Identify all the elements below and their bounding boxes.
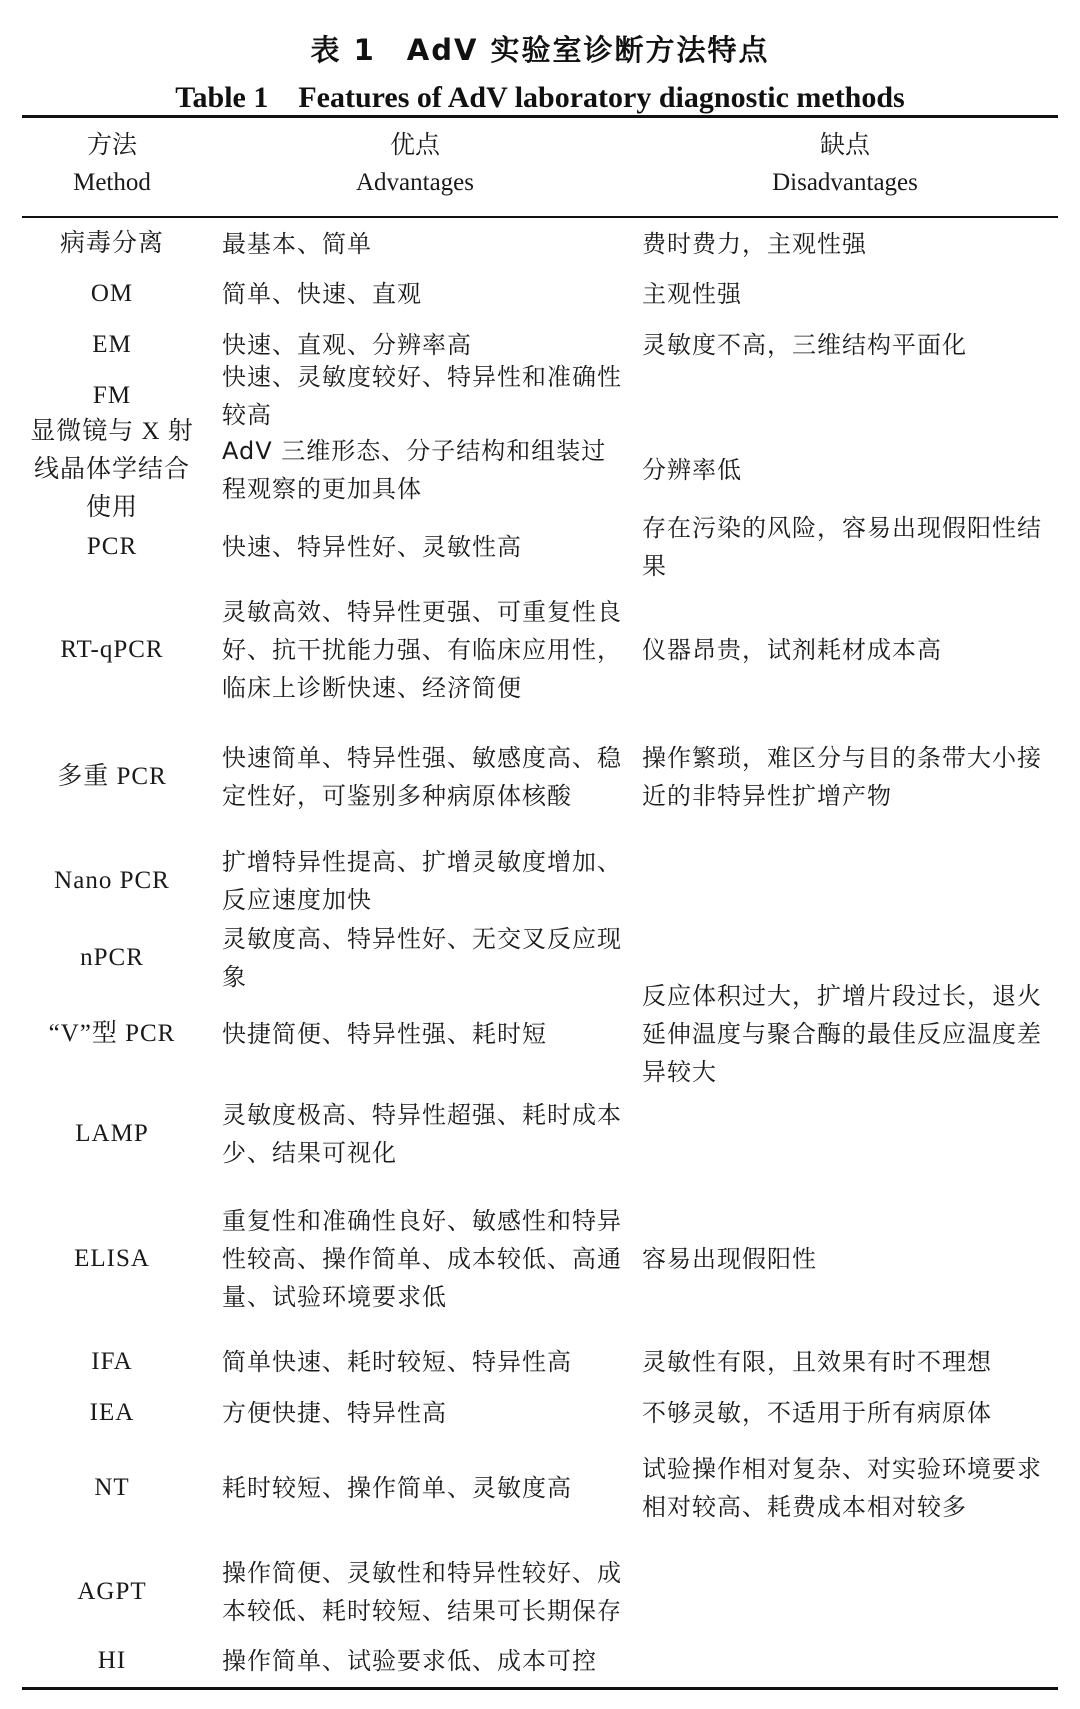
header-disadvantages-cn: 缺点 xyxy=(819,130,870,159)
cell-method: Nano PCR xyxy=(54,867,170,894)
header-disadvantages xyxy=(640,126,1050,202)
table-row xyxy=(22,1094,1058,1174)
cell-method: IEA xyxy=(89,1399,135,1426)
cell-disadvantages: 仪器昂贵，试剂耗材成本高 xyxy=(642,636,942,664)
top-rule xyxy=(22,115,1058,118)
cell-advantages: 简单快速、耗时较短、特异性高 xyxy=(222,1348,572,1376)
cell-method: “V”型 PCR xyxy=(48,1020,176,1047)
cell-disadvantages: 存在污染的风险，容易出现假阳性结果 xyxy=(642,514,1042,580)
cell-advantages: 操作简便、灵敏性和特异性较好、成本较低、耗时较短、结果可长期保存 xyxy=(222,1559,622,1625)
cell-advantages: AdV 三维形态、分子结构和组装过程观察的更加具体 xyxy=(222,437,607,503)
header-advantages xyxy=(215,126,615,202)
header-method-en: Method xyxy=(73,169,151,196)
table-row xyxy=(22,363,1058,429)
cell-advantages: 耗时较短、操作简单、灵敏度高 xyxy=(222,1474,572,1502)
table-row xyxy=(22,222,1058,266)
cell-advantages: 方便快捷、特异性高 xyxy=(222,1399,447,1427)
header-disadvantages-en: Disadvantages xyxy=(772,169,918,196)
cell-advantages: 灵敏度高、特异性好、无交叉反应现象 xyxy=(222,925,622,991)
header-advantages-en: Advantages xyxy=(355,169,475,196)
table-caption-chinese: 表 1 AdV 实验室诊断方法特点 xyxy=(310,33,770,67)
cell-disadvantages: 反应体积过大，扩增片段过长，退火延伸温度与聚合酶的最佳反应温度差异较大 xyxy=(642,982,1042,1086)
cell-advantages: 快捷简便、特异性强、耗时短 xyxy=(222,1020,547,1048)
cell-advantages: 快速、直观、分辨率高 xyxy=(222,331,472,359)
table-row xyxy=(22,1552,1058,1632)
table-row xyxy=(22,1448,1058,1528)
table-row xyxy=(22,925,1058,991)
table-row xyxy=(22,1391,1058,1435)
header-method-cn: 方法 xyxy=(86,130,137,159)
cell-method: LAMP xyxy=(75,1120,149,1147)
header-rule xyxy=(22,216,1058,218)
cell-advantages: 操作简单、试验要求低、成本可控 xyxy=(222,1647,597,1675)
table-row xyxy=(22,841,1058,921)
cell-disadvantages: 分辨率低 xyxy=(642,456,742,484)
cell-advantages: 灵敏高效、特异性更强、可重复性良好、抗干扰能力强、有临床应用性，临床上诊断快速、经济简便 xyxy=(222,598,622,702)
cell-disadvantages: 不够灵敏，不适用于所有病原体 xyxy=(642,1399,992,1427)
cell-method: NT xyxy=(94,1474,130,1501)
table-caption-english: Table 1 Features of AdV laboratory diagnostic methods xyxy=(175,81,905,114)
cell-advantages: 扩增特异性提高、扩增灵敏度增加、反应速度加快 xyxy=(222,848,622,914)
cell-advantages: 重复性和准确性良好、敏感性和特异性较高、操作简单、成本较低、高通量、试验环境要求低 xyxy=(222,1207,622,1311)
cell-method: AGPT xyxy=(77,1578,147,1605)
cell-method: IFA xyxy=(91,1348,133,1375)
table-row xyxy=(22,514,1058,580)
cell-method: EM xyxy=(92,331,132,358)
table-row xyxy=(22,418,1058,521)
cell-method: ELISA xyxy=(74,1245,150,1272)
cell-disadvantages: 费时费力，主观性强 xyxy=(642,230,867,258)
cell-method: OM xyxy=(90,280,134,307)
cell-advantages: 灵敏度极高、特异性超强、耗时成本少、结果可视化 xyxy=(222,1101,622,1167)
cell-advantages: 快速简单、特异性强、敏感度高、稳定性好，可鉴别多种病原体核酸 xyxy=(222,744,622,810)
cell-disadvantages: 操作繁琐，难区分与目的条带大小接近的非特异性扩增产物 xyxy=(642,744,1042,810)
cell-method: HI xyxy=(97,1647,127,1674)
cell-method: nPCR xyxy=(80,944,144,971)
header-method xyxy=(22,126,202,202)
cell-method: FM xyxy=(92,382,132,409)
cell-method: 病毒分离 xyxy=(59,230,164,257)
cell-advantages: 快速、特异性好、灵敏性高 xyxy=(222,533,522,561)
cell-disadvantages: 灵敏度不高，三维结构平面化 xyxy=(642,331,967,359)
table-row xyxy=(22,272,1058,316)
cell-method: PCR xyxy=(86,533,138,560)
cell-advantages: 简单、快速、直观 xyxy=(222,280,422,308)
table-row xyxy=(22,1340,1058,1384)
cell-advantages: 最基本、简单 xyxy=(222,230,372,258)
cell-method: 多重 PCR xyxy=(57,763,167,790)
cell-disadvantages: 试验操作相对复杂、对实验环境要求相对较高、耗费成本相对较多 xyxy=(642,1455,1042,1521)
table-row xyxy=(22,590,1058,710)
cell-disadvantages: 灵敏性有限，且效果有时不理想 xyxy=(642,1348,992,1376)
table-row xyxy=(22,737,1058,817)
cell-disadvantages: 容易出现假阳性 xyxy=(642,1245,817,1273)
cell-disadvantages: 主观性强 xyxy=(642,280,742,308)
header-advantages-cn: 优点 xyxy=(389,130,440,159)
table-row xyxy=(22,1199,1058,1319)
cell-advantages: 快速、灵敏度较好、特异性和准确性较高 xyxy=(222,363,622,429)
cell-method: 显微镜与 X 射线晶体学结合使用 xyxy=(30,418,194,521)
bottom-rule xyxy=(22,1687,1058,1690)
cell-method: RT-qPCR xyxy=(60,636,164,663)
table-row xyxy=(22,982,1058,1086)
table-row xyxy=(22,1639,1058,1683)
